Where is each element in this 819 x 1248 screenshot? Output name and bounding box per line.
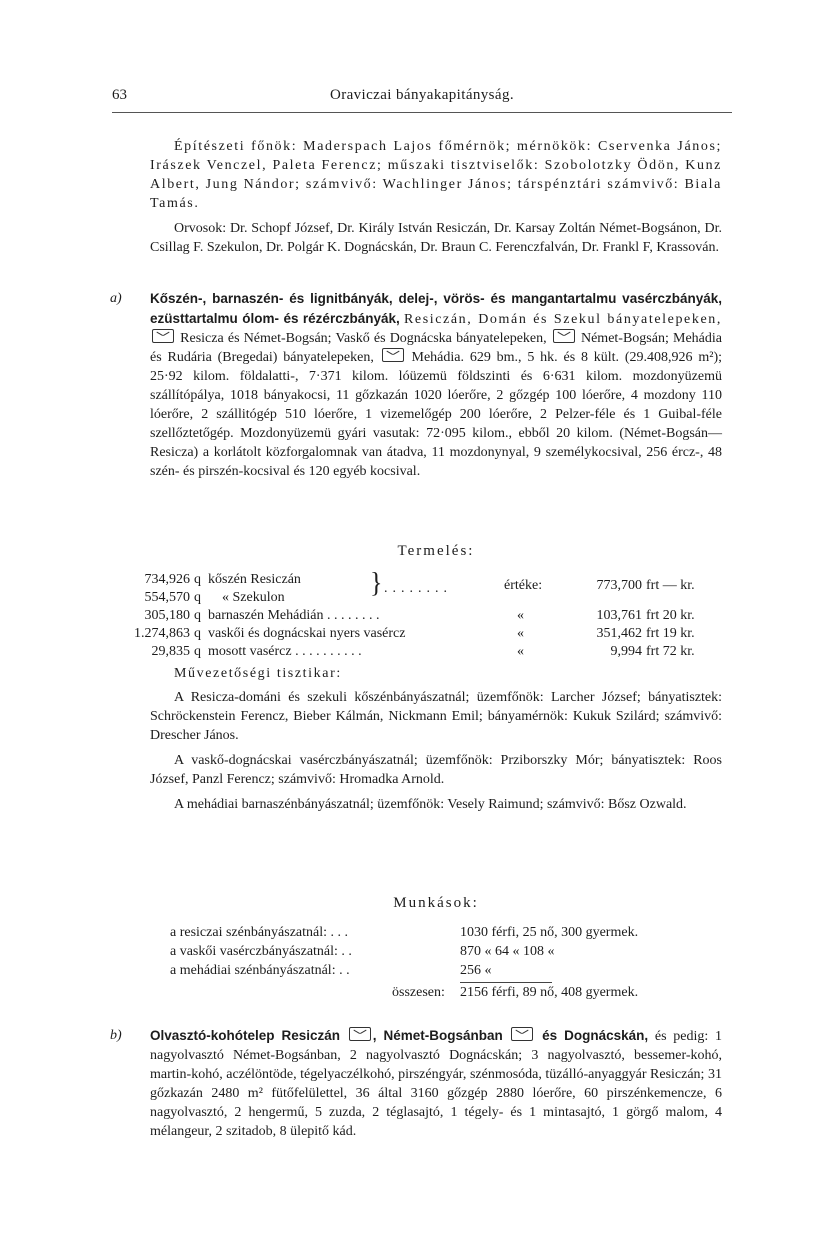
mine-symbol-icon (382, 348, 404, 362)
section-a-paragraph: Kőszén-, barnaszén- és lignitbányák, delej-, vörös- és mangantartalmu vasérczbányák, ezüsttartalmu ólom- és rézérczbányák, Resiczán, Domán és Szekul bányatelepeken, Resicza és Német-Bogsán; Vaskő és Dognácska bányatelepeken, Német-Bogsán; Mehádia és Rudária (Bregedai) bányatelepeken, Mehádia. 629 bm., 5 hk. és 8 kült. (29.408,926 m²); 25·92 kilom. földalatti-, 7·371 kilom. lóüzemü földszinti és 6·631 kilom. mozdonyüzemü szállítópálya, 1018 bányakocsi, 11 gőzkazán 1020 lóerőre, 2 gőzgép 100 lóerőre, 4 mozdony 110 lóerőre, 2 szállitógép 510 lóerőre, 1 vizemelőgép 200 lóerőre, 2 Pelzer-féle és 1 Guibal-féle szellőztetőgép. Mozdonyüzemü gyári vasutak: 72·095 kilom., ebből 20 kilom. (Német-Bogsán—Resicza) a korlátolt közforgalomnak van átadva, 11 mozdonynyal, 9 személykocsival, 256 ércz-, 48 szén- és pirszén-kocsival és 120 egyéb kocsival. (150, 291, 723, 479)
section-a-marker: a) (110, 291, 122, 306)
mine-symbol-icon (553, 329, 575, 343)
page-number: 63 (112, 87, 127, 103)
section-a-heading: Kőszén-, barnaszén- és lignitbányák, delej-, vörös- és mangantartalmu vasérczbányák, ezüsttartalmu ólom- és rézérczbányák, (150, 291, 722, 326)
sum-rule (460, 982, 552, 983)
mine-symbol-icon (152, 329, 174, 343)
admin-paragraph-architects: Építészeti főnök: Maderspach Lajos főmérnök; mérnökök: Cservenka János; Irászek Venczel, Paleta Ferencz; műszaki tisztviselők: Szobolotzky Ödön, Kunz Albert, Jung Nándor; számvivő: Wachlinger János; társpénztári számvivő: Biala Tamás. (150, 139, 722, 211)
value-label: értéke: (504, 578, 543, 593)
production-row: 554,570 q « Szekulon (144, 590, 285, 605)
workers-heading: Munkások: (393, 895, 479, 911)
management-paragraph: A Resicza-dománi és szekuli kőszénbányászatnál; üzemfőnök: Larcher József; bányatisztek: Schröckenstein Ferencz, Bieber Kálmán, Nickmann Emil; bányamérnök: Kukuk Szilárd; számvivő: Drescher János. (150, 690, 722, 743)
workers-row: a mehádiai szénbányászatnál: . . 256 « (170, 963, 492, 978)
production-heading: Termelés: (397, 543, 475, 559)
section-b-paragraph: Olvasztó-kohótelep Resiczán , Német-Bogsánban és Dognácskán, és pedig: 1 nagyolvasztó Német-Bogsánban, 2 nagyolvasztó Dognácskán; 3 nagyolvasztó, bessemer-kohó, martin-kohó, aczélöntöde, tégelyaczélkohó, pirszéngyár, szénmosóda, tüzálló-anyaggyár Resiczán; 31 gőzkazán 2480 m² fütőfelülettel, 36 által 3160 gőzgép 2880 lóerőre, 60 pirszénkemencze, 6 nagyolvasztó, 2 hengermű, 5 zuzda, 2 téglasajtó, 1 tégely- és 1 mintasajtó, 1 görgő malom, 4 mélangeur, 2 szitadob, 8 ülepitő kád. (150, 1028, 722, 1139)
workers-table (170, 925, 730, 1004)
workers-row: a vaskői vasérczbányászatnál: . . 870 « 64 « 108 « (170, 944, 555, 959)
production-row: 29,835 q mosott vasércz . . . . . . . . . . « 9,994 frt 72 kr. (151, 644, 695, 659)
admin-paragraph-doctors: Orvosok: Dr. Schopf József, Dr. Király István Resiczán, Dr. Karsay Zoltán Német-Bogsánon, Dr. Csillag F. Szekulon, Dr. Polgár K. Dognácskán, Dr. Braun C. Ferenczfalván, Dr. Frankl F, Krassován. (150, 221, 722, 255)
page-header (112, 87, 732, 111)
leader-dots: ........ (384, 581, 452, 596)
section-b-marker: b) (110, 1028, 122, 1043)
mine-symbol-icon (511, 1027, 533, 1041)
header-rule (112, 112, 732, 113)
admin-block (150, 137, 722, 257)
production-row: 734,926 q kőszén Resiczán értéke: 773,700 frt — kr. (144, 572, 695, 593)
section-a-body (150, 289, 722, 481)
production-table (112, 566, 724, 662)
mine-symbol-icon (349, 1027, 371, 1041)
management-heading: Művezetőségi tisztikar: (174, 666, 342, 681)
management-paragraph: A vaskő-dognácskai vasérczbányászatnál; üzemfőnök: Prziborszky Mór; bányatisztek: Roos József, Panzl Ferencz; számvivő: Hromadka Arnold. (150, 753, 722, 787)
workers-row: a resiczai szénbányászatnál: . . . 1030 férfi, 25 nő, 300 gyermek. (170, 925, 639, 940)
workers-total-row: összesen: 2156 férfi, 89 nő, 408 gyermek. (170, 982, 730, 1004)
brace-symbol: } (370, 566, 383, 599)
section-b-body (150, 1026, 722, 1141)
management-paragraph: A mehádiai barnaszénbányászatnál; üzemfőnök: Vesely Raimund; számvivő: Bősz Ozwald. (174, 797, 687, 812)
page-title: Oraviczai bányakapitányság. (329, 87, 515, 103)
production-row: 1.274,863 q vaskői és dognácskai nyers vasércz « 351,462 frt 19 kr. (134, 626, 695, 641)
production-row: 305,180 q barnaszén Mehádián . . . . . . . . « 103,761 frt 20 kr. (144, 608, 695, 623)
management-block (150, 688, 722, 814)
